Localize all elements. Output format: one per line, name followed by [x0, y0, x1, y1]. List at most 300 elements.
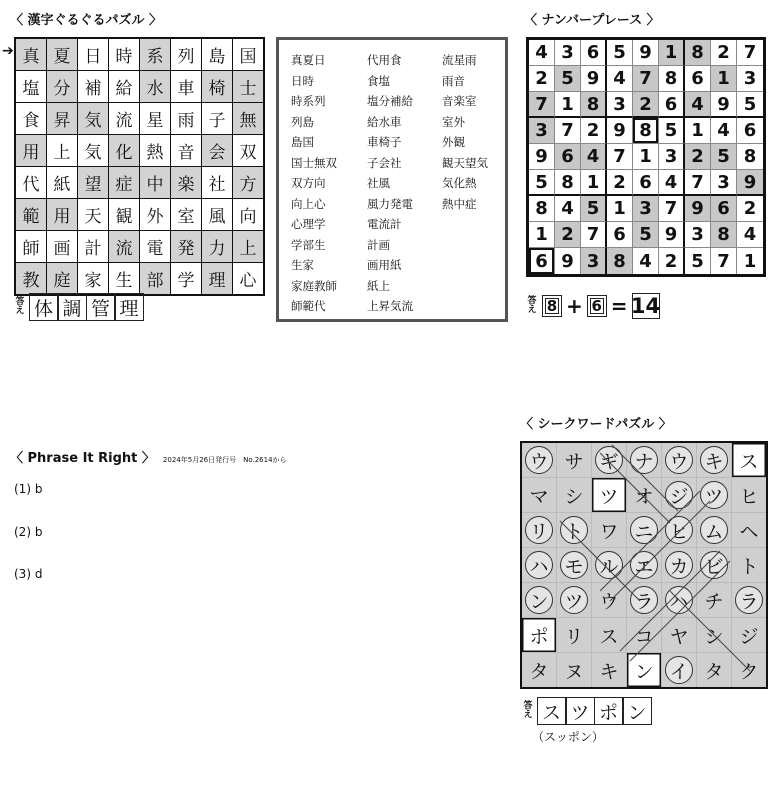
answer-box: ン	[622, 697, 652, 725]
sudoku-cell: 9	[581, 66, 607, 92]
seekword-cell	[557, 478, 591, 512]
sudoku-cell: 2	[711, 40, 737, 66]
word-list-column-3	[442, 50, 488, 214]
seekword-letter: ギ	[595, 446, 623, 474]
word-list-item: 電流計	[367, 217, 402, 231]
seekword-cell	[697, 443, 731, 477]
seekword-letter: ウ	[599, 590, 619, 613]
answer-mark: 答え	[527, 296, 537, 315]
kanji-cell: 給	[109, 71, 139, 102]
seekword-letter: モ	[560, 551, 588, 579]
seekword-cell	[592, 653, 626, 687]
sudoku-title: 〈 ナンバープレース 〉	[524, 13, 660, 28]
sudoku-cell: 5	[685, 248, 711, 274]
seekword-cell	[557, 583, 591, 617]
kanji-cell: 夏	[47, 39, 77, 70]
seekword-letter: ニ	[630, 516, 658, 544]
seekword-cell	[697, 653, 731, 687]
kanji-grid	[14, 37, 265, 296]
word-list-column-2	[367, 50, 413, 317]
sudoku-cell: 9	[737, 170, 763, 196]
word-list-item: 流星雨	[442, 53, 477, 67]
sudoku-cell: 1	[633, 144, 659, 170]
kanji-cell: 熱	[140, 135, 170, 166]
sudoku-answer	[526, 293, 660, 319]
word-list-item: 車椅子	[367, 135, 402, 149]
word-list-item: 時系列	[291, 94, 326, 108]
sudoku-cell: 6	[529, 248, 555, 274]
answer-reading: （スッポン）	[532, 730, 604, 744]
word-list-item: 国士無双	[291, 155, 337, 170]
sudoku-cell: 9	[711, 92, 737, 118]
seekword-cell	[522, 583, 556, 617]
seekword-cell	[697, 478, 731, 512]
word-list-item: 気化熱	[442, 176, 477, 190]
sudoku-cell: 5	[737, 92, 763, 118]
seekword-cell	[557, 548, 591, 582]
sudoku-cell: 1	[685, 118, 711, 144]
word-list-item: 双方向	[291, 176, 326, 190]
kanji-cell: 子	[202, 103, 232, 134]
seekword-cell	[592, 478, 626, 512]
seekword-cell	[522, 548, 556, 582]
answer-mark: 答え	[523, 701, 533, 720]
word-list-item: 島国	[291, 135, 314, 149]
kanji-cell: 音	[171, 135, 201, 166]
seekword-cell	[732, 548, 766, 582]
word-list-item: 師範代	[291, 299, 326, 313]
sudoku-cell: 7	[685, 170, 711, 196]
answer-box: 管	[86, 293, 116, 321]
kanji-cell: 真	[16, 39, 46, 70]
kanji-cell: 双	[233, 135, 263, 166]
seekword-letter: ル	[595, 551, 623, 579]
seekword-grid	[520, 441, 768, 689]
sudoku-cell: 4	[529, 40, 555, 66]
sudoku-cell: 4	[555, 196, 581, 222]
sudoku-cell: 8	[633, 118, 659, 144]
sudoku-cell: 9	[529, 144, 555, 170]
kanji-cell: 国	[233, 39, 263, 70]
kanji-cell: 水	[140, 71, 170, 102]
seekword-letter: コ	[634, 625, 654, 648]
seekword-letter: ン	[634, 660, 654, 683]
seekword-letter: ツ	[560, 586, 588, 614]
sudoku-cell: 1	[711, 66, 737, 92]
sudoku-cell: 2	[581, 118, 607, 144]
seekword-cell	[557, 443, 591, 477]
sudoku-cell: 4	[737, 222, 763, 248]
seekword-cell	[697, 548, 731, 582]
kanji-cell: 上	[47, 135, 77, 166]
seekword-letter: ト	[739, 555, 759, 578]
seekword-cell	[592, 583, 626, 617]
phrase-answer-1: (1) b	[14, 482, 43, 496]
seekword-cell	[697, 583, 731, 617]
word-list-item: 食塩	[367, 73, 390, 88]
word-list-item: 画用紙	[367, 258, 402, 272]
seekword-title: 〈 シークワードパズル 〉	[520, 417, 672, 432]
kanji-cell: 代	[16, 167, 46, 198]
seekword-cell	[522, 443, 556, 477]
kanji-cell: 化	[109, 135, 139, 166]
sudoku-cell: 7	[711, 248, 737, 274]
sudoku-cell: 4	[711, 118, 737, 144]
seekword-cell	[697, 513, 731, 547]
sudoku-cell: 7	[555, 118, 581, 144]
sudoku-cell: 6	[633, 170, 659, 196]
seekword-letter: ジ	[739, 625, 759, 648]
answer-result: 14	[630, 294, 661, 318]
sudoku-cell: 9	[659, 222, 685, 248]
seekword-cell	[522, 653, 556, 687]
answer-box: ポ	[594, 697, 624, 725]
seekword-letter: ス	[739, 450, 759, 473]
answer-box: ツ	[565, 697, 595, 725]
seekword-cell	[557, 513, 591, 547]
seekword-letter: リ	[525, 516, 553, 544]
kanji-cell: 気	[78, 135, 108, 166]
kanji-cell: 補	[78, 71, 108, 102]
sudoku-cell: 3	[581, 248, 607, 274]
kanji-cell: 発	[171, 231, 201, 262]
start-arrow-icon: ➔	[2, 43, 14, 59]
word-list-item: 日時	[291, 73, 314, 88]
seekword-cell	[627, 653, 661, 687]
kanji-cell: 椅	[202, 71, 232, 102]
kanji-cell: 室	[171, 199, 201, 230]
word-list-item: 上昇気流	[367, 299, 413, 313]
kanji-cell: 塩	[16, 71, 46, 102]
seekword-cell	[662, 478, 696, 512]
word-list-item: 紙上	[367, 278, 390, 293]
seekword-letter: ム	[700, 516, 728, 544]
kanji-cell: 士	[233, 71, 263, 102]
word-list-item: 外観	[442, 135, 465, 149]
word-list-item: 雨音	[442, 73, 465, 88]
word-list-item: 室外	[442, 114, 465, 129]
kanji-cell: 学	[171, 263, 201, 294]
sudoku-cell: 2	[685, 144, 711, 170]
word-list-item: 代用食	[367, 53, 402, 67]
seekword-letter: タ	[529, 660, 549, 683]
sudoku-cell: 4	[633, 248, 659, 274]
kanji-cell: 家	[78, 263, 108, 294]
word-list-item: 観天望気	[442, 155, 488, 170]
word-list-item: 列島	[291, 114, 314, 129]
seekword-letter: ヒ	[665, 516, 693, 544]
sudoku-cell: 2	[659, 248, 685, 274]
seekword-cell	[557, 653, 591, 687]
kanji-cell: 範	[16, 199, 46, 230]
sudoku-cell: 1	[607, 196, 633, 222]
seekword-letter: チ	[704, 590, 724, 613]
kanji-cell: 望	[78, 167, 108, 198]
phrase-title-text: 〈 Phrase It Right 〉	[10, 451, 155, 466]
seekword-letter: キ	[599, 660, 619, 683]
sudoku-cell: 5	[581, 196, 607, 222]
seekword-letter: ウ	[665, 446, 693, 474]
seekword-cell	[732, 583, 766, 617]
seekword-cell	[662, 618, 696, 652]
sudoku-cell: 9	[633, 40, 659, 66]
kanji-cell: 系	[140, 39, 170, 70]
word-list-item: 学部生	[291, 237, 326, 252]
sudoku-cell: 2	[529, 66, 555, 92]
kanji-cell: 分	[47, 71, 77, 102]
sudoku-cell: 1	[555, 92, 581, 118]
seekword-letter: ラ	[630, 586, 658, 614]
answer-digit-a: 8	[542, 295, 562, 317]
seekword-letter: タ	[704, 660, 724, 683]
seekword-letter: ト	[560, 516, 588, 544]
answer-box: 調	[57, 293, 87, 321]
seekword-cell	[662, 513, 696, 547]
seekword-cell	[627, 443, 661, 477]
sudoku-cell: 8	[555, 170, 581, 196]
seekword-letter: キ	[700, 446, 728, 474]
kanji-cell: 雨	[171, 103, 201, 134]
sudoku-cell: 7	[607, 144, 633, 170]
answer-box: 体	[29, 293, 59, 321]
kanji-cell: 無	[233, 103, 263, 134]
phrase-title	[10, 447, 287, 466]
kanji-puzzle-title: 〈 漢字ぐるぐるパズル 〉	[10, 13, 163, 28]
seekword-letter: ツ	[700, 481, 728, 509]
seekword-cell	[697, 618, 731, 652]
seekword-cell	[662, 653, 696, 687]
sudoku-cell: 7	[633, 66, 659, 92]
kanji-cell: 教	[16, 263, 46, 294]
sudoku-cell: 1	[529, 222, 555, 248]
kanji-cell: 食	[16, 103, 46, 134]
seekword-letter: ン	[525, 586, 553, 614]
sudoku-cell: 4	[607, 66, 633, 92]
kanji-answer	[14, 293, 144, 321]
seekword-cell	[732, 443, 766, 477]
kanji-cell: 外	[140, 199, 170, 230]
sudoku-grid	[526, 37, 766, 277]
kanji-cell: 症	[109, 167, 139, 198]
kanji-cell: 方	[233, 167, 263, 198]
seekword-letter: カ	[665, 551, 693, 579]
word-list-panel	[276, 37, 508, 322]
kanji-cell: 天	[78, 199, 108, 230]
sudoku-cell: 3	[607, 92, 633, 118]
seekword-letter: リ	[564, 625, 584, 648]
sudoku-cell: 3	[659, 144, 685, 170]
sudoku-cell: 1	[737, 248, 763, 274]
word-list-item: 真夏日	[291, 53, 326, 67]
seekword-cell	[627, 513, 661, 547]
seekword-cell	[522, 478, 556, 512]
seekword-board	[520, 441, 764, 685]
seekword-letter: ナ	[630, 446, 658, 474]
sudoku-cell: 7	[659, 196, 685, 222]
sudoku-cell: 8	[659, 66, 685, 92]
seekword-letter: ポ	[529, 625, 549, 648]
kanji-cell: 観	[109, 199, 139, 230]
phrase-answer-2: (2) b	[14, 525, 43, 539]
sudoku-cell: 4	[685, 92, 711, 118]
word-list-item: 生家	[291, 258, 314, 272]
seekword-letter: ハ	[665, 586, 693, 614]
sudoku-cell: 7	[737, 40, 763, 66]
kanji-cell: 流	[109, 103, 139, 134]
kanji-cell: 日	[78, 39, 108, 70]
sudoku-cell: 5	[607, 40, 633, 66]
seekword-letter: ツ	[599, 485, 619, 508]
kanji-cell: 会	[202, 135, 232, 166]
sudoku-cell: 8	[685, 40, 711, 66]
seekword-letter: ヌ	[564, 660, 584, 683]
word-list-item: 給水車	[367, 114, 402, 129]
phrase-source: 2024年5月26日発行号 No.2614から	[162, 456, 287, 464]
seekword-cell	[732, 618, 766, 652]
word-list-item: 風力発電	[367, 196, 413, 211]
sudoku-cell: 5	[659, 118, 685, 144]
sudoku-cell: 6	[581, 40, 607, 66]
sudoku-cell: 1	[581, 170, 607, 196]
sudoku-cell: 8	[711, 222, 737, 248]
sudoku-cell: 8	[607, 248, 633, 274]
seekword-letter: ヘ	[739, 520, 759, 543]
seekword-cell	[627, 583, 661, 617]
kanji-cell: 理	[202, 263, 232, 294]
sudoku-cell: 5	[633, 222, 659, 248]
kanji-cell: 力	[202, 231, 232, 262]
seekword-cell	[732, 478, 766, 512]
kanji-cell: 画	[47, 231, 77, 262]
kanji-cell: 社	[202, 167, 232, 198]
kanji-cell: 楽	[171, 167, 201, 198]
seekword-cell	[522, 618, 556, 652]
seekword-letter: ヤ	[669, 625, 689, 648]
word-list-item: 熱中症	[442, 196, 477, 211]
word-list-item: 塩分補給	[367, 94, 413, 108]
answer-box: 理	[114, 293, 144, 321]
seekword-letter: シ	[704, 625, 724, 648]
kanji-cell: 紙	[47, 167, 77, 198]
kanji-cell: 上	[233, 231, 263, 262]
seekword-letter: ビ	[700, 551, 728, 579]
seekword-letter: ハ	[525, 551, 553, 579]
sudoku-cell: 2	[633, 92, 659, 118]
seekword-cell	[732, 513, 766, 547]
kanji-cell: 心	[233, 263, 263, 294]
sudoku-cell: 2	[555, 222, 581, 248]
kanji-cell: 気	[78, 103, 108, 134]
seekword-cell	[662, 548, 696, 582]
kanji-cell: 風	[202, 199, 232, 230]
seekword-cell	[662, 443, 696, 477]
seekword-letter: サ	[564, 450, 584, 473]
word-list-item: 心理学	[291, 217, 326, 231]
kanji-cell: 時	[109, 39, 139, 70]
sudoku-cell: 8	[529, 196, 555, 222]
sudoku-cell: 6	[607, 222, 633, 248]
seekword-answer	[522, 697, 652, 725]
word-list-item: 音楽室	[442, 94, 477, 108]
sudoku-cell: 8	[737, 144, 763, 170]
sudoku-cell: 3	[529, 118, 555, 144]
seekword-cell	[732, 653, 766, 687]
sudoku-cell: 6	[711, 196, 737, 222]
kanji-cell: 昇	[47, 103, 77, 134]
seekword-letter: ジ	[665, 481, 693, 509]
seekword-letter: ヒ	[739, 485, 759, 508]
sudoku-cell: 6	[737, 118, 763, 144]
sudoku-cell: 9	[555, 248, 581, 274]
kanji-cell: 車	[171, 71, 201, 102]
kanji-cell: 中	[140, 167, 170, 198]
seekword-letter: ウ	[525, 446, 553, 474]
seekword-letter: ラ	[735, 586, 763, 614]
seekword-cell	[522, 513, 556, 547]
seekword-letter: マ	[529, 485, 549, 508]
sudoku-cell: 7	[581, 222, 607, 248]
seekword-letter: イ	[665, 656, 693, 684]
sudoku-cell: 3	[711, 170, 737, 196]
plus-sign: +	[566, 294, 583, 318]
equals-sign: =	[610, 294, 628, 318]
kanji-cell: 列	[171, 39, 201, 70]
kanji-cell: 用	[47, 199, 77, 230]
word-list-item: 家庭教師	[291, 278, 337, 293]
seekword-cell	[627, 618, 661, 652]
sudoku-cell: 9	[607, 118, 633, 144]
word-list-item: 向上心	[291, 196, 326, 211]
sudoku-cell: 9	[685, 196, 711, 222]
word-list-item: 社風	[367, 176, 390, 190]
kanji-cell: 生	[109, 263, 139, 294]
seekword-cell	[592, 618, 626, 652]
answer-mark: 答え	[15, 297, 25, 316]
sudoku-cell: 1	[659, 40, 685, 66]
kanji-cell: 用	[16, 135, 46, 166]
seekword-letter: ス	[599, 625, 619, 648]
seekword-letter: オ	[634, 485, 654, 508]
kanji-cell: 向	[233, 199, 263, 230]
kanji-cell: 計	[78, 231, 108, 262]
sudoku-cell: 3	[685, 222, 711, 248]
kanji-cell: 電	[140, 231, 170, 262]
seekword-cell	[627, 478, 661, 512]
sudoku-cell: 2	[607, 170, 633, 196]
sudoku-cell: 8	[581, 92, 607, 118]
sudoku-cell: 2	[737, 196, 763, 222]
answer-digit-b: 6	[587, 295, 607, 317]
sudoku-cell: 4	[659, 170, 685, 196]
sudoku-cell: 5	[711, 144, 737, 170]
word-list-item: 子会社	[367, 155, 402, 170]
kanji-cell: 島	[202, 39, 232, 70]
sudoku-cell: 5	[555, 66, 581, 92]
seekword-letter: ワ	[599, 520, 619, 543]
seekword-cell	[592, 443, 626, 477]
sudoku-cell: 6	[685, 66, 711, 92]
kanji-cell: 流	[109, 231, 139, 262]
sudoku-cell: 6	[659, 92, 685, 118]
phrase-answer-3: (3) d	[14, 567, 43, 581]
seekword-cell	[592, 513, 626, 547]
word-list-column-1	[291, 50, 337, 317]
sudoku-cell: 4	[581, 144, 607, 170]
sudoku-cell: 6	[555, 144, 581, 170]
seekword-letter: シ	[564, 485, 584, 508]
kanji-cell: 師	[16, 231, 46, 262]
seekword-cell	[592, 548, 626, 582]
